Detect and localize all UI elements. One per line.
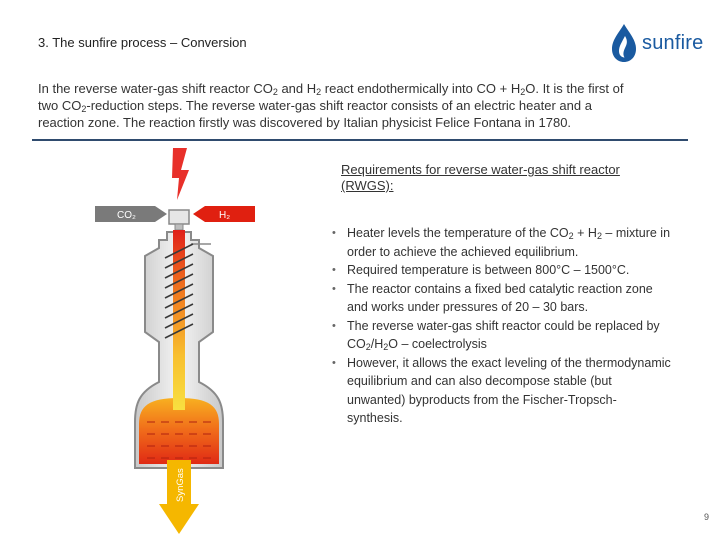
- intro-line-2: two $CO_2$-reduction steps. The reverse water-gas shift reactor consists of an electric heater and a: [38, 98, 592, 114]
- co2-label: CO₂: [117, 210, 136, 221]
- inlet-nozzle: [169, 210, 189, 224]
- intro-line-3: reaction zone. The reaction firstly was discovered by Italian physicist Felice Fontana in 1780.: [38, 115, 572, 130]
- sunfire-logo: [608, 22, 704, 64]
- requirements-list: [332, 224, 672, 428]
- syngas-label: SynGas: [175, 468, 186, 502]
- list-item: • However, it allows the exact leveling of the thermodynamic equilibrium and can also decompose stable (but unwanted) byproducts from the Fischer-Tropsch-synthesis.: [332, 354, 672, 428]
- requirements-heading: Requirements for reverse water-gas shift reactor (RWGS):: [341, 162, 620, 193]
- h2-label: H₂: [219, 210, 231, 221]
- logo-wordmark: sunfire: [642, 32, 704, 54]
- list-item: • The reverse water-gas shift reactor could be replaced by $CO_2/H_2O$ – coelectrolysis: [332, 317, 672, 354]
- list-item: • The reactor contains a fixed bed catalytic reaction zone and works under pressures of 20 – 30 bars.: [332, 280, 672, 317]
- rwgs-reactor-diagram: [95, 142, 265, 540]
- flame-drop-icon: [608, 22, 640, 64]
- page-number: 9: [704, 512, 710, 522]
- list-item: • Heater levels the temperature of the $CO_2 + H_2$ – mixture in order to achieve the achieved equilibrium.: [332, 224, 672, 261]
- slide-title: 3. The sunfire process – Conversion: [38, 35, 247, 50]
- heater-flow-tube: [173, 230, 185, 410]
- reactor-svg: [95, 142, 265, 540]
- intro-line-1: In the reverse water-gas shift reactor $CO_2$ and $H_2$ react endothermically into CO + $H_2O$. It is the first of: [38, 81, 624, 97]
- intro-paragraph: [38, 80, 678, 131]
- lightning-icon: [172, 148, 189, 200]
- list-item: • Required temperature is between 800°C – 1500°C.: [332, 261, 672, 280]
- divider-line: [32, 139, 688, 141]
